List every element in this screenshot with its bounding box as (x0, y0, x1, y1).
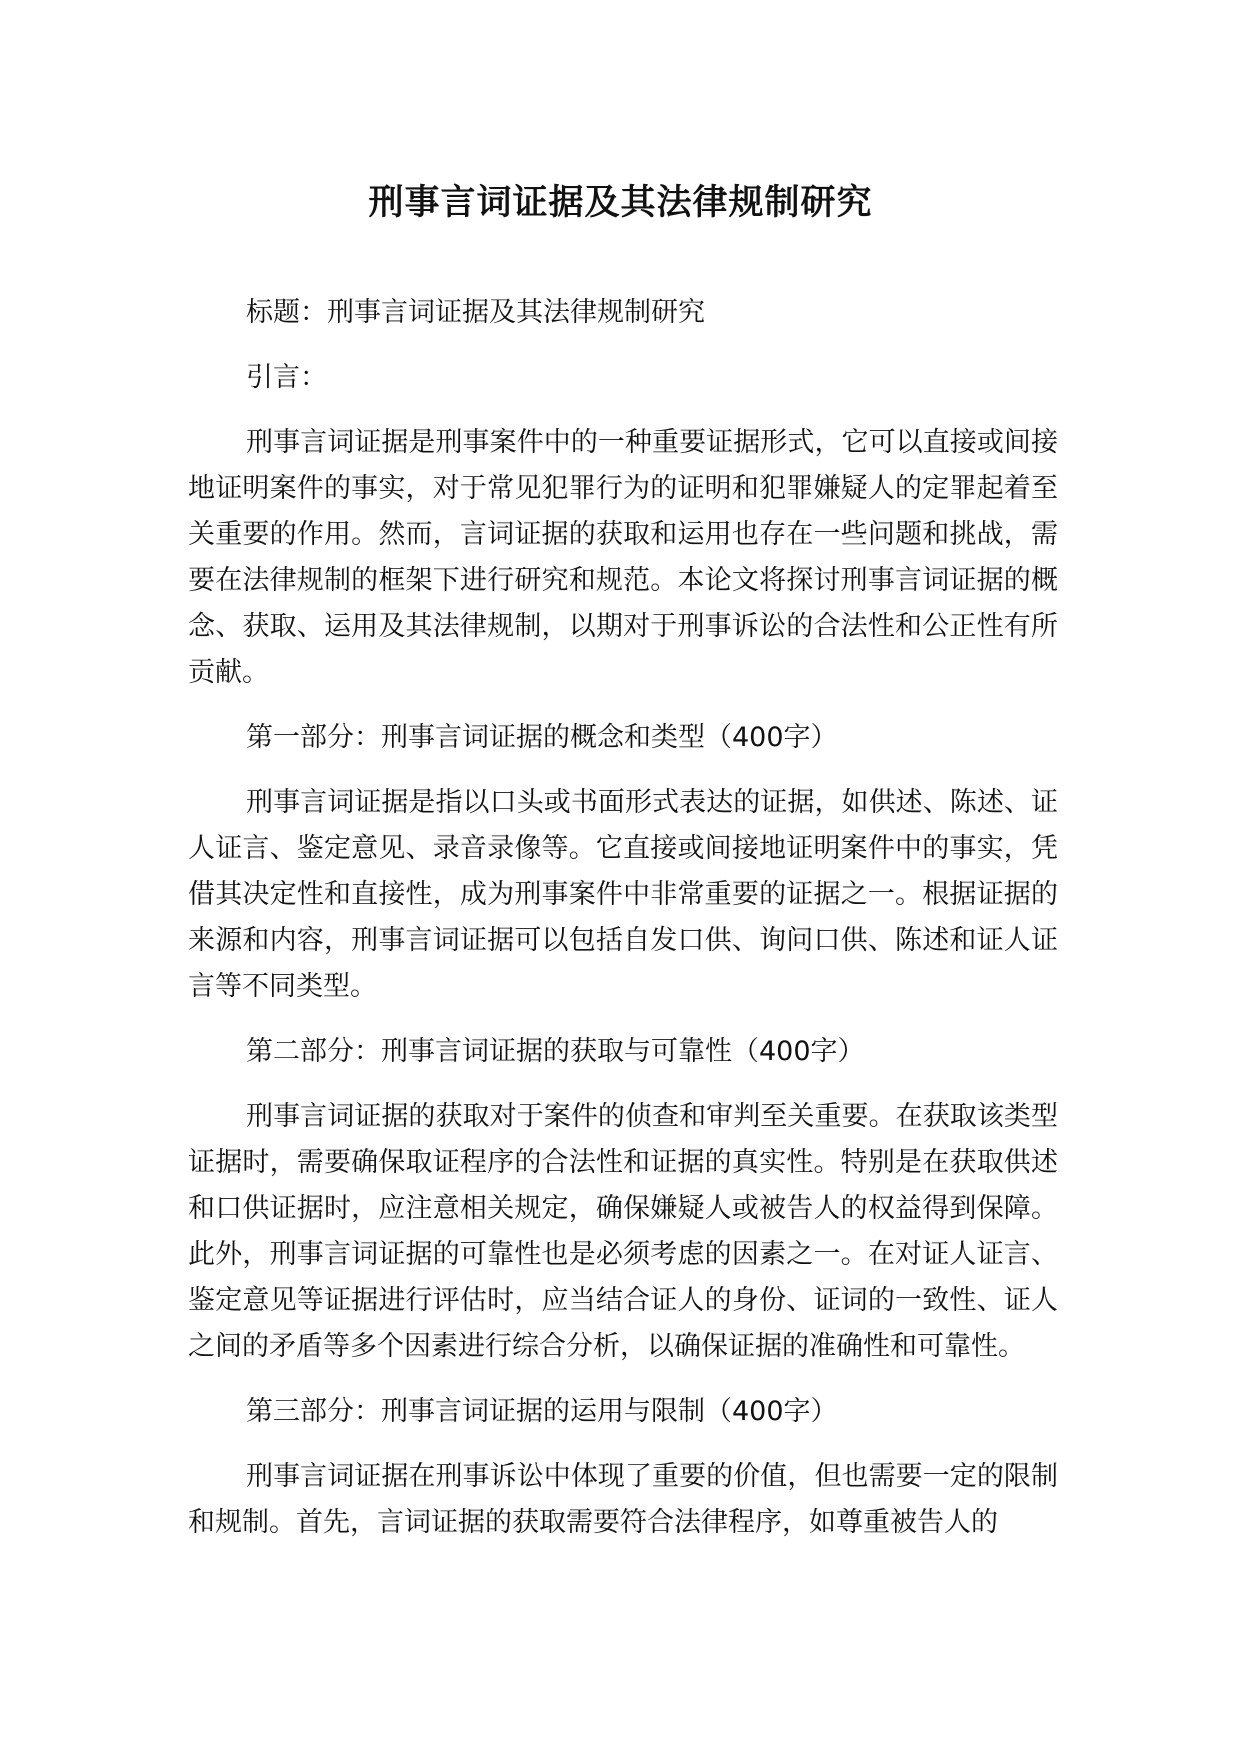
subtitle-line: 标题：刑事言词证据及其法律规制研究 (246, 297, 705, 328)
intro-heading: 引言： (246, 362, 327, 393)
section-2-paragraph: 刑事言词证据的获取对于案件的侦查和审判至关重要。在获取该类型证据时，需要确保取证程序的合法性和证据的真实性。特别是在获取供述和口供证据时，应注意相关规定，确保嫌疑人或被告人的权益得到保障。此外，刑事言词证据的可靠性也是必须考虑的因素之一。在对证人证言、鉴定意见等证据进行评估时，应当结合证人的身份、证词的一致性、证人之间的矛盾等多个因素进行综合分析，以确保证据的准确性和可靠性。 (188, 1101, 1058, 1362)
section-2-heading: 第二部分：刑事言词证据的获取与可靠性（400字） (246, 1036, 865, 1067)
document-title: 刑事言词证据及其法律规制研究 (368, 183, 873, 223)
section-1-heading: 第一部分：刑事言词证据的概念和类型（400字） (246, 722, 838, 753)
intro-paragraph: 刑事言词证据是刑事案件中的一种重要证据形式，它可以直接或间接地证明案件的事实，对于常见犯罪行为的证明和犯罪嫌疑人的定罪起着至关重要的作用。然而，言词证据的获取和运用也存在一些问题和挑战，需要在法律规制的框架下进行研究和规范。本论文将探讨刑事言词证据的概念、获取、运用及其法律规制，以期对于刑事诉讼的合法性和公正性有所贡献。 (188, 427, 1058, 688)
document-body (188, 290, 1058, 1565)
section-3-heading: 第三部分：刑事言词证据的运用与限制（400字） (246, 1396, 838, 1427)
section-1-paragraph: 刑事言词证据是指以口头或书面形式表达的证据，如供述、陈述、证人证言、鉴定意见、录音录像等。它直接或间接地证明案件中的事实，凭借其决定性和直接性，成为刑事案件中非常重要的证据之一。根据证据的来源和内容，刑事言词证据可以包括自发口供、询问口供、陈述和证人证言等不同类型。 (188, 787, 1058, 1002)
section-3-paragraph: 刑事言词证据在刑事诉讼中体现了重要的价值，但也需要一定的限制和规制。首先，言词证据的获取需要符合法律程序，如尊重被告人的 (188, 1461, 1058, 1538)
